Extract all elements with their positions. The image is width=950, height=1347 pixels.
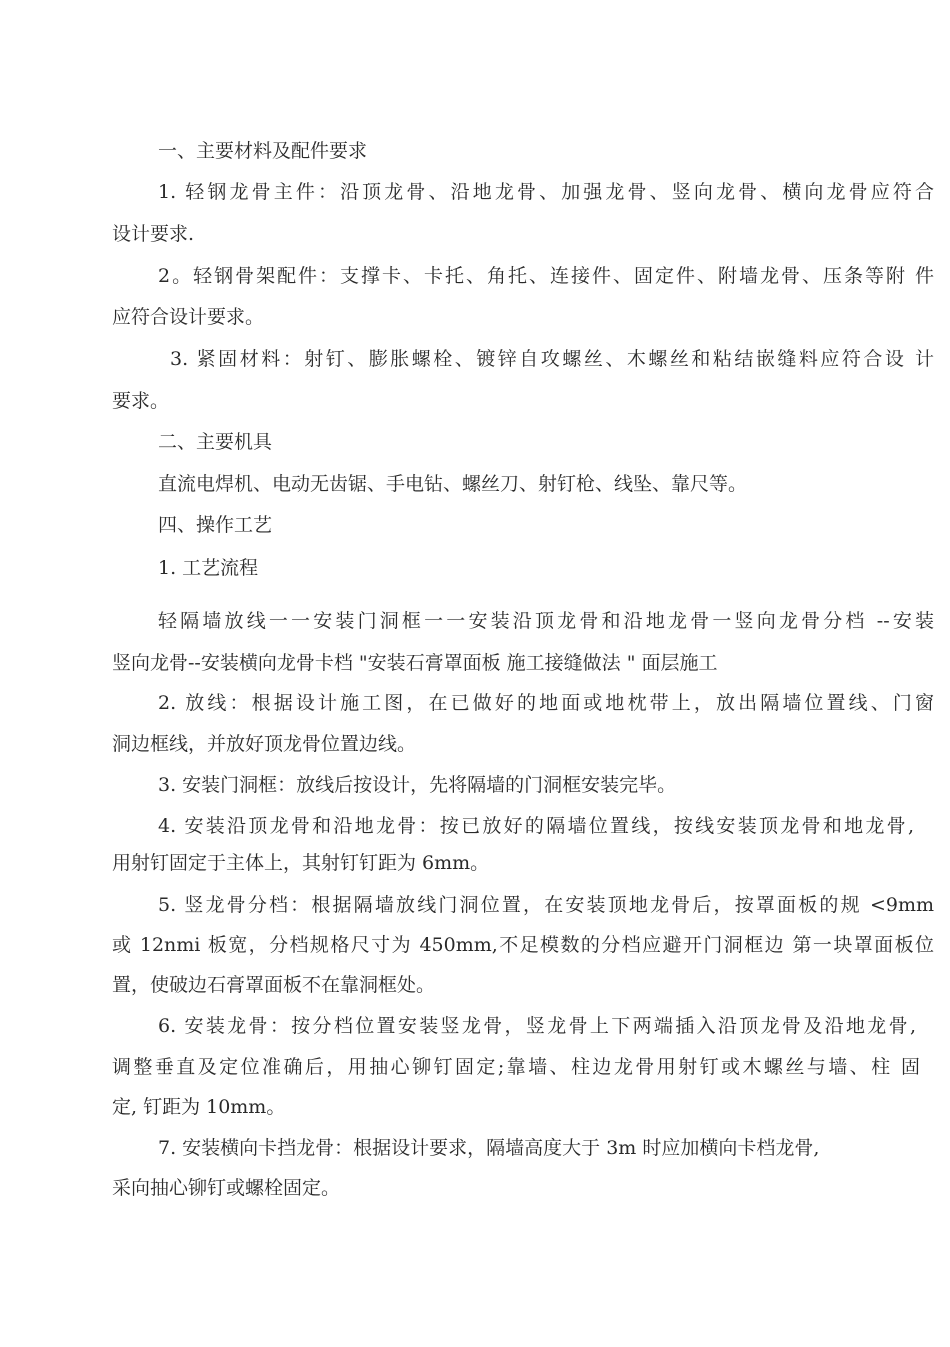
para-line: 轻隔墙放线一一安装门洞框一一安装沿顶龙骨和沿地龙骨一竖向龙骨分档 --安装 — [158, 610, 934, 632]
heading-materials: 一、主要材料及配件要求 — [158, 140, 368, 162]
para-line: 置，使破边石膏罩面板不在靠洞框处。 — [112, 974, 436, 996]
para-line: 2. 放线：根据设计施工图，在已做好的地面或地枕带上，放出隔墙位置线、门窗 — [158, 692, 934, 714]
subheading-flow: 1. 工艺流程 — [158, 557, 259, 579]
para-line: 1. 轻钢龙骨主件：沿顶龙骨、沿地龙骨、加强龙骨、竖向龙骨、横向龙骨应符合 — [158, 181, 934, 203]
para-line: 直流电焊机、电动无齿锯、手电钻、螺丝刀、射钉枪、线坠、靠尺等。 — [158, 473, 748, 495]
para-line: 竖向龙骨--安装横向龙骨卡档 "安装石膏罩面板 施工接缝做法 " 面层施工 — [112, 652, 718, 674]
para-line: 设计要求. — [112, 223, 195, 245]
para-line: 7. 安装横向卡挡龙骨：根据设计要求，隔墙高度大于 3m 时应加横向卡档龙骨, — [158, 1137, 820, 1159]
para-line: 洞边框线，并放好顶龙骨位置边线。 — [112, 733, 417, 755]
para-line: 6. 安装龙骨：按分档位置安装竖龙骨，竖龙骨上下两端插入沿顶龙骨及沿地龙骨, — [158, 1015, 916, 1037]
para-line: 或 12nmi 板宽，分档规格尺寸为 450mm,不足模数的分档应避开门洞框边 第一块罩面板位 — [112, 934, 934, 956]
heading-tools: 二、主要机具 — [158, 431, 273, 453]
para-line: 2。轻钢骨架配件：支撑卡、卡托、角托、连接件、固定件、附墙龙骨、压条等附 件 — [158, 265, 934, 287]
para-line: 3. 紧固材料：射钉、膨胀螺栓、镀锌自攻螺丝、木螺丝和粘结嵌缝料应符合设 计 — [170, 348, 934, 370]
para-line: 定, 钉距为 10mm。 — [112, 1096, 286, 1118]
para-line: 4. 安装沿顶龙骨和沿地龙骨：按已放好的隔墙位置线，按线安装顶龙骨和地龙骨, — [158, 815, 914, 837]
para-line: 调整垂直及定位准确后，用抽心铆钉固定;靠墙、柱边龙骨用射钉或木螺丝与墙、柱 固 — [112, 1056, 920, 1078]
para-line: 采向抽心铆钉或螺栓固定。 — [112, 1177, 341, 1199]
para-line: 要求。 — [112, 390, 170, 412]
para-line: 5. 竖龙骨分档：根据隔墙放线门洞位置，在安装顶地龙骨后，按罩面板的规 <9mm — [158, 894, 934, 916]
para-line: 应符合设计要求。 — [112, 306, 265, 328]
para-line: 3. 安装门洞框：放线后按设计，先将隔墙的门洞框安装完毕。 — [158, 774, 677, 796]
heading-process: 四、操作工艺 — [158, 514, 273, 536]
para-line: 用射钉固定于主体上，其射钉钉距为 6mm。 — [112, 852, 490, 874]
